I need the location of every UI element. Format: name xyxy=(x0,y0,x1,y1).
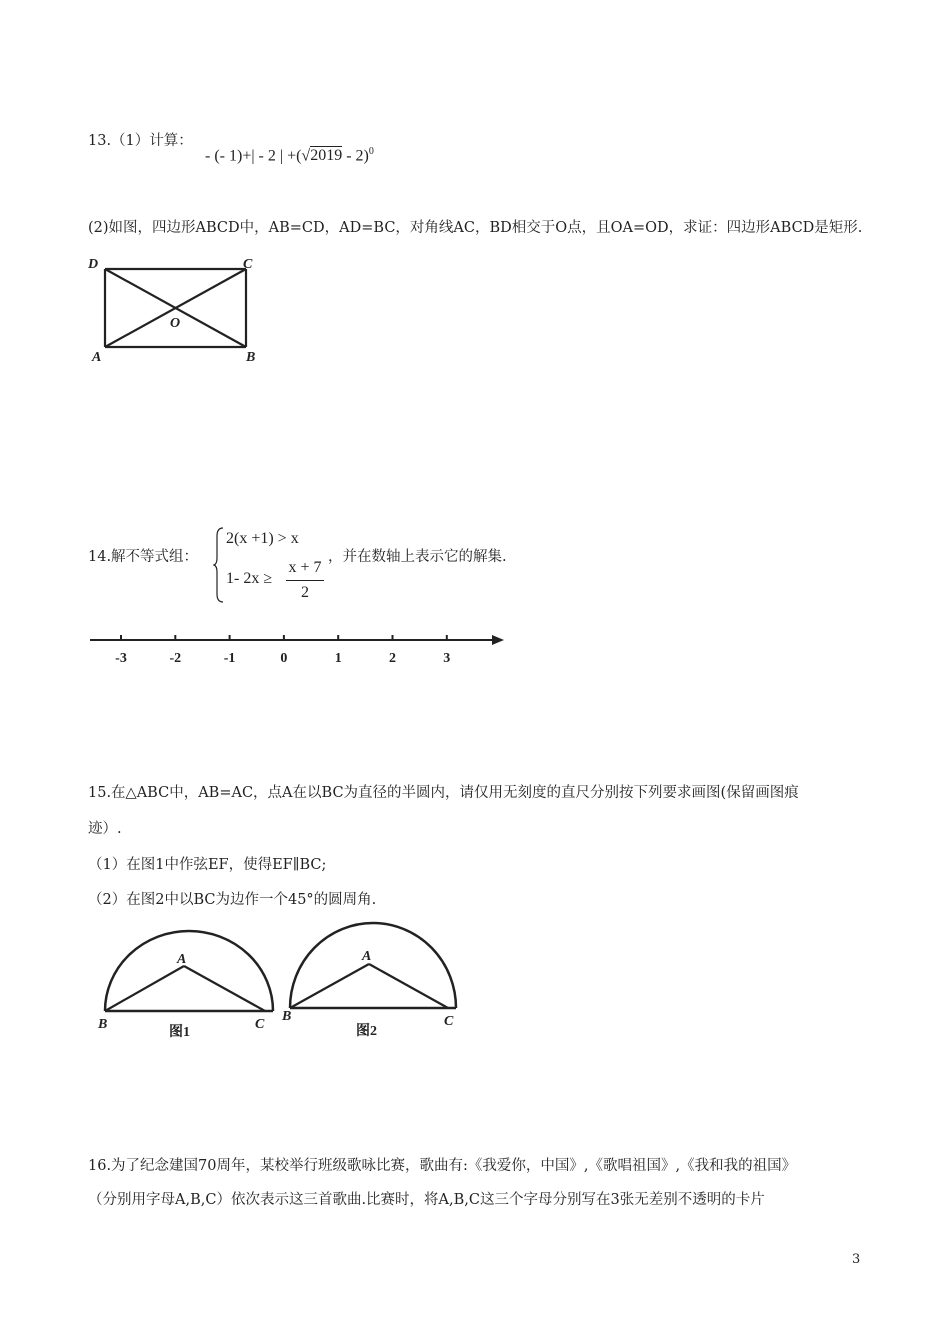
q13-expr-a: - (- 1)+| - 2 | +( xyxy=(205,147,302,165)
number-line-tick-label: 2 xyxy=(389,651,396,666)
q15-item2: （2）在图2中以BC为边作一个45°的圆周角. xyxy=(88,892,377,908)
number-line-tick-label: -1 xyxy=(223,651,236,666)
q15-line1: 15.在△ABC中，AB=AC，点A在以BC为直径的半圆内，请仅用无刻度的直尺分别按下列要求画图(保留画图痕 xyxy=(88,785,799,801)
q16-line2: （分别用字母A,B,C）依次表示这三首歌曲.比赛时，将A,B,C这三个字母分别写在3张无差别不透明的卡片 xyxy=(88,1192,765,1208)
q13-expr-b: - 2) xyxy=(342,147,369,165)
fig1-label-c: C xyxy=(255,1017,265,1032)
number-line-tick-label: -3 xyxy=(115,651,127,666)
fig2-side-ab xyxy=(290,964,369,1008)
fig2-label-c: C xyxy=(444,1014,454,1029)
system-brace xyxy=(213,526,225,604)
number-line-tick-label: -2 xyxy=(169,651,182,666)
number-line-tick-label: 1 xyxy=(334,651,342,666)
number-line xyxy=(88,625,508,670)
q14-fraction-numerator: x + 7 xyxy=(288,559,322,576)
number-line-tick-label: 3 xyxy=(443,651,451,666)
q14-inequality-1: 2(x +1) > x xyxy=(226,530,299,547)
sqrt-sign: √ xyxy=(301,147,311,165)
fig1-label-b: B xyxy=(98,1017,108,1032)
q15-line2: 迹）. xyxy=(88,821,122,837)
q13-expr-radicand: 2019 xyxy=(310,147,343,165)
q13-expr-exp: 0 xyxy=(368,146,374,157)
page-number: 3 xyxy=(852,1252,861,1267)
label-c: C xyxy=(243,257,253,272)
q13-part1-label: 13.（1）计算： xyxy=(88,133,193,149)
fig2-caption: 图2 xyxy=(356,1024,377,1039)
q14-fraction-denominator: 2 xyxy=(301,584,309,601)
fig1-caption: 图1 xyxy=(169,1025,190,1040)
fig1-label-a: A xyxy=(177,952,187,967)
q16-line1: 16.为了纪念建国70周年，某校举行班级歌咏比赛，歌曲有:《我爱你，中国》,《歌唱祖国》,《我和我的祖国》 xyxy=(88,1158,797,1174)
semicircle-figure-2 xyxy=(278,910,468,1040)
label-b: B xyxy=(246,350,256,365)
label-d: D xyxy=(88,257,99,272)
q14-inequality-2-left: 1- 2x ≥ xyxy=(226,570,273,587)
label-o: O xyxy=(170,316,181,331)
number-line-tick-label: 0 xyxy=(280,651,288,666)
fig2-label-b: B xyxy=(282,1009,292,1024)
q14-fraction-bar xyxy=(286,580,324,581)
q14-label: 14.解不等式组： xyxy=(88,549,199,565)
fig1-side-ac xyxy=(184,966,265,1011)
fig2-side-ac xyxy=(369,964,448,1008)
q15-item1: （1）在图1中作弦EF，使得EF∥BC; xyxy=(88,857,327,873)
number-line-arrow xyxy=(492,635,504,645)
q13-part2-text: (2)如图，四边形ABCD中，AB=CD，AD=BC，对角线AC，BD相交于O点，且OA=OD，求证：四边形ABCD是矩形. xyxy=(88,220,863,236)
fig2-label-a: A xyxy=(362,949,372,964)
fig1-semicircle-arc xyxy=(105,931,273,1011)
rectangle-abcd-figure xyxy=(86,253,266,368)
q14-tail-text: ，并在数轴上表示它的解集. xyxy=(328,549,507,565)
semicircle-figure-1 xyxy=(95,918,280,1043)
label-a: A xyxy=(92,350,102,365)
q13-part1-expression xyxy=(205,142,374,166)
fig1-side-ab xyxy=(105,966,184,1011)
